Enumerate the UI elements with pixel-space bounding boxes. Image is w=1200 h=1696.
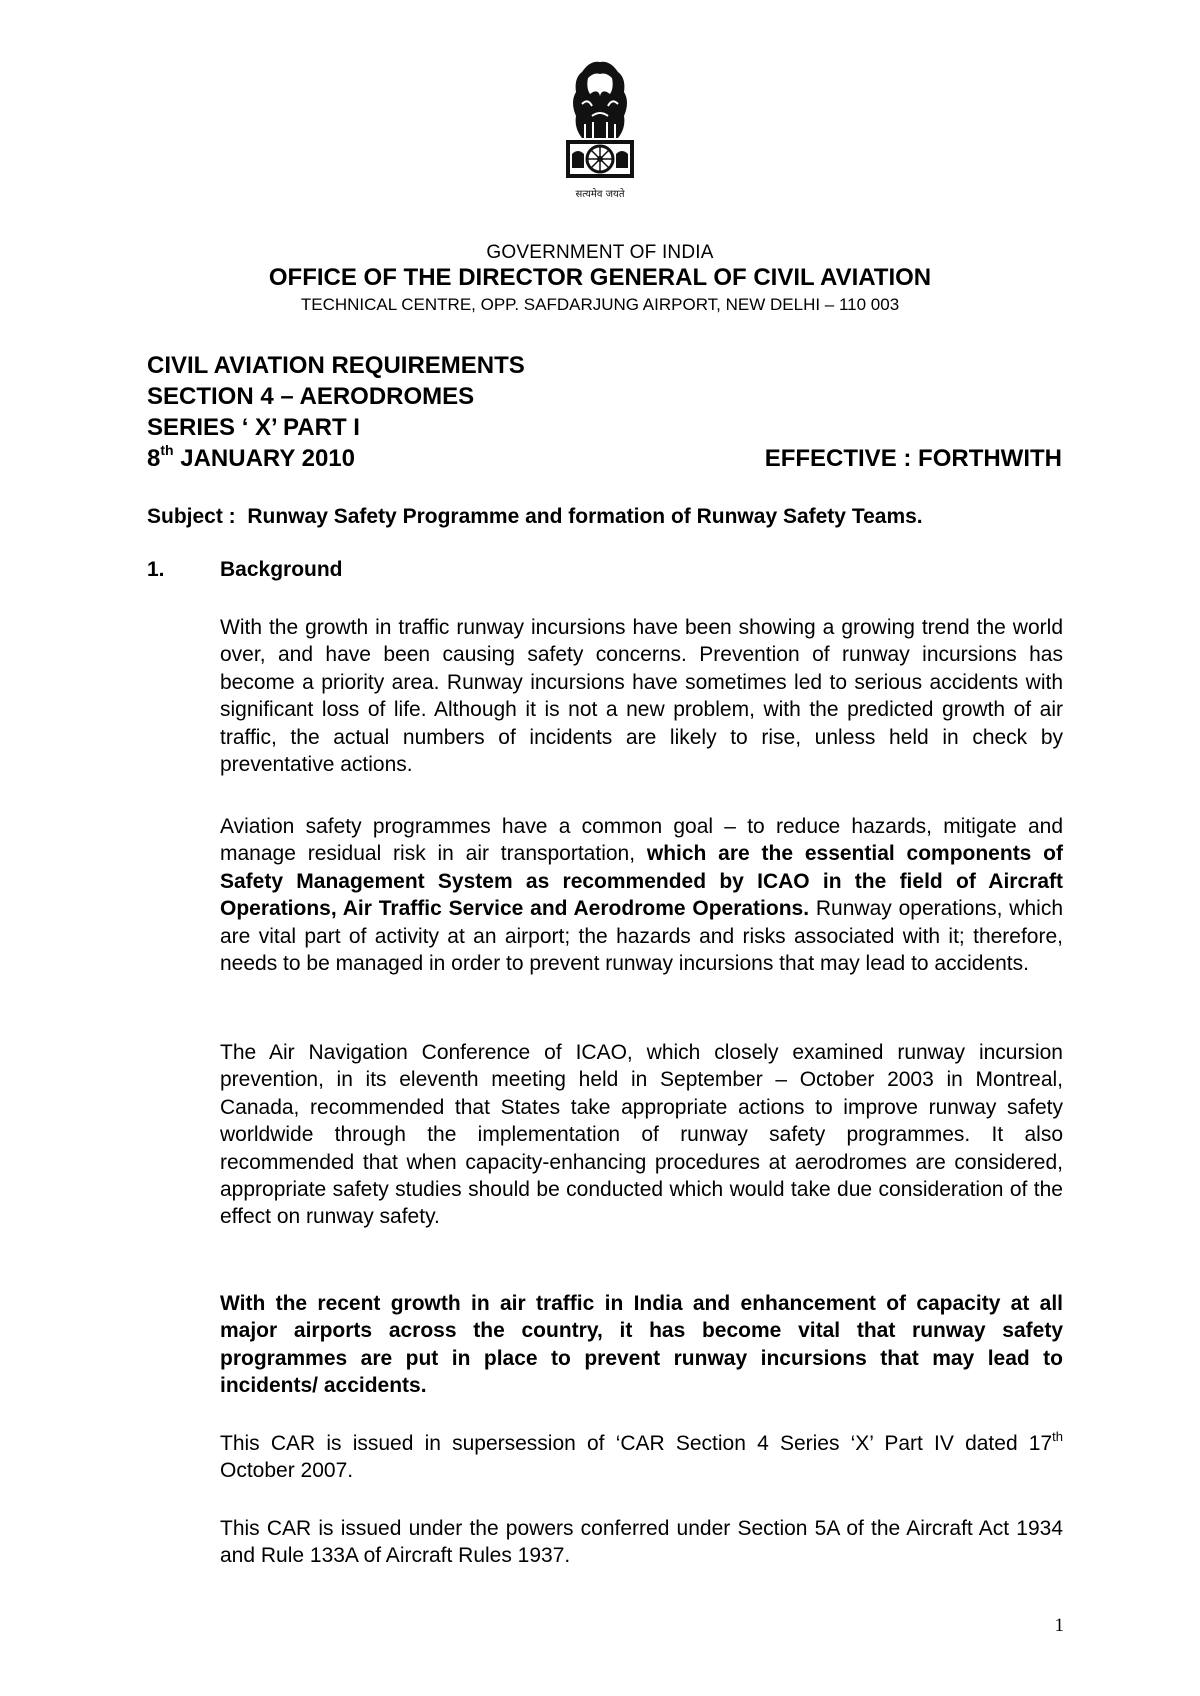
car-reference-block — [147, 350, 1062, 474]
car-date-row — [147, 443, 1062, 474]
paragraph-2-bold: which are the essential components of Safety Management System as recommended by ICAO in the field of Aircraft Operations, Air Traffic Service and Aerodrome Operations. — [220, 842, 1063, 921]
car-series: SERIES ‘ X’ PART I — [147, 414, 360, 441]
car-title: CIVIL AVIATION REQUIREMENTS — [147, 352, 525, 379]
subject-label: Subject : — [147, 505, 236, 528]
paragraph-6: This CAR is issued under the powers conferred under Section 5A of the Aircraft Act 1934 and Rule 133A of Aircraft Rules 1937. — [220, 1517, 1063, 1568]
subject-line — [147, 505, 1087, 529]
page-number: 1 — [1054, 1615, 1064, 1636]
paragraph-2: Aviation safety programmes have a common goal – to reduce hazards, mitigate and manage residual risk in air transportation, which are the essential components of Safety Management System as recommended by ICAO in the field of Aircraft Operations, Air Traffic Service and Aerodrome Operations. Runway operations, which are vital part of activity at an airport; the hazards and risks associated with it; therefore, needs to be managed in order to prevent runway incursions that may lead to accidents. — [220, 815, 1064, 976]
subject-text: Runway Safety Programme and formation of Runway Safety Teams. — [247, 505, 923, 528]
paragraph-3: The Air Navigation Conference of ICAO, which closely examined runway incursion prevention, in its eleventh meeting held in September – October 2003 in Montreal, Canada, recommended that States take appropriate actions to improve runway safety worldwide through the implementation of runway safety programmes. It also recommended that when capacity-enhancing procedures at aerodromes are considered, appropriate safety studies should be conducted which would take due consideration of the effect on runway safety. — [220, 1041, 1063, 1229]
office-address: TECHNICAL CENTRE, OPP. SAFDARJUNG AIRPORT, NEW DELHI – 110 003 — [300, 295, 900, 314]
paragraph-5: This CAR is issued in supersession of ‘CAR Section 4 Series ‘X’ Part IV dated 17th October 2007. — [220, 1429, 1063, 1483]
section-title: Background — [220, 558, 343, 581]
paragraph-1: With the growth in traffic runway incursions have been showing a growing trend the world over, and have been causing safety concerns. Prevention of runway incursions has become a priority area. Runway incursions have sometimes led to serious accidents with significant loss of life. Although it is not a new problem, with the predicted growth of air traffic, the actual numbers of incidents are likely to rise, unless held in check by preventative actions. — [220, 616, 1063, 777]
emblem-motto: सत्यमेव जयते — [575, 189, 625, 200]
car-section: SECTION 4 – AERODROMES — [147, 383, 475, 410]
national-emblem-icon — [552, 58, 648, 208]
government-heading: GOVERNMENT OF INDIA — [486, 242, 714, 263]
effective-date: EFFECTIVE : FORTHWITH — [764, 445, 1062, 472]
office-heading: OFFICE OF THE DIRECTOR GENERAL OF CIVIL AVIATION — [268, 264, 932, 291]
paragraph-4: With the recent growth in air traffic in India and enhancement of capacity at all major airports across the country, it has become vital that runway safety programmes are put in place to prevent runway incursions that may lead to incidents/ accidents. — [220, 1292, 1063, 1398]
section-number: 1. — [147, 558, 165, 581]
section-heading — [147, 558, 343, 582]
issue-date: 8th JANUARY 2010 — [147, 442, 355, 472]
